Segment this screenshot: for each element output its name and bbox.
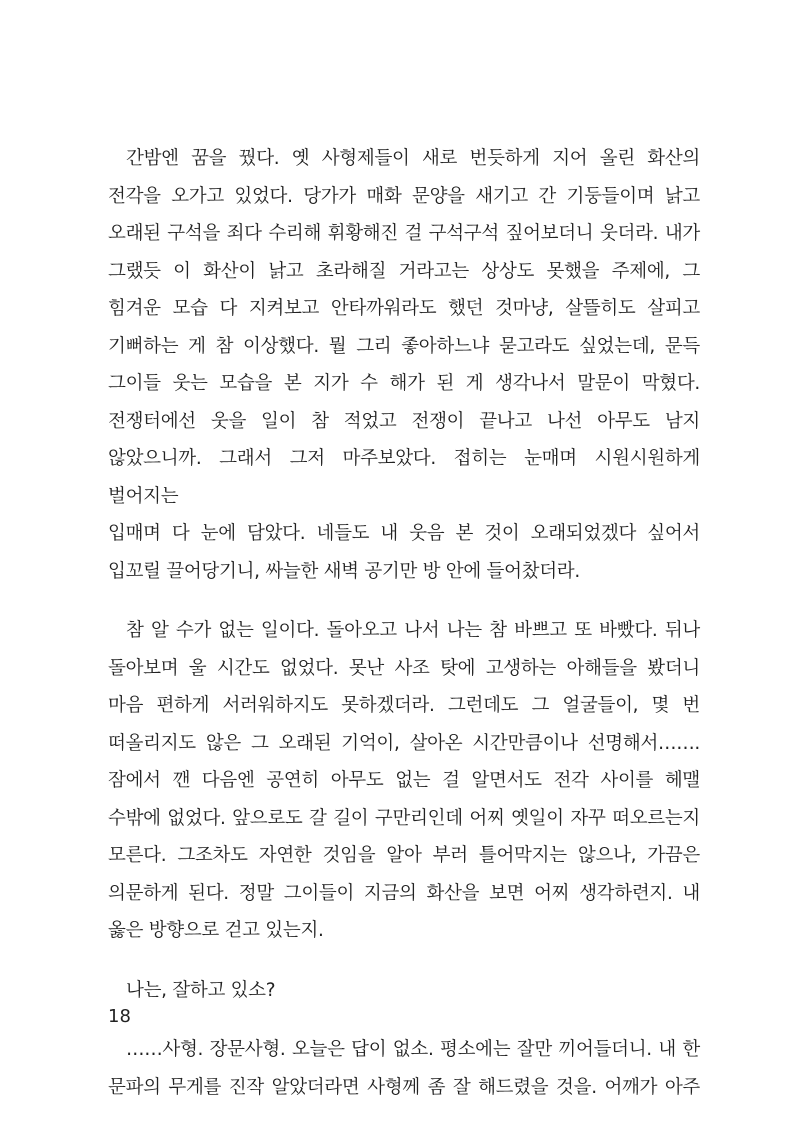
text-line: 참 알 수가 없는 일이다. 돌아오고 나서 나는 참 바쁘고 또 바빴다. 뒤나: [126, 620, 700, 641]
text-line: 입매며 다 눈에 담았다. 네들도 내 웃음 본 것이 오래되었겠다 싶어서: [108, 523, 700, 544]
text-line: 문파의 무게를 진작 알았더라면 사형께 좀 잘 해드렸을 것을. 어깨가 아주: [108, 1076, 700, 1098]
text-line: 마음 편하게 서러워하지도 못하겠더라. 그런데도 그 얼굴들이, 몇 번: [108, 695, 700, 716]
text-line: 힘겨운 모습 다 지켜보고 안타까워라도 했던 것마냥, 살뜰히도 살피고: [108, 298, 700, 319]
text-line: 기뻐하는 게 참 이상했다. 뭘 그리 좋아하느냐 묻고라도 싶었는데, 문득: [108, 335, 700, 357]
page-body: [108, 140, 700, 1106]
text-line: 나는, 잘하고 있소?: [126, 979, 276, 1001]
paragraph-gap: [108, 1009, 700, 1031]
paragraph-3: [108, 972, 700, 1010]
text-line: 수밖에 없었다. 앞으로도 갈 길이 구만리인데 어찌 옛일이 자꾸 떠오르는지: [108, 807, 700, 829]
text-line: 돌아보며 울 시간도 없었다. 못난 사조 탓에 고생하는 아해들을 봤더니: [108, 657, 700, 679]
text-line: 않았으니까. 그래서 그저 마주보았다. 접히는 눈매며 시원시원하게 벌어지는: [108, 448, 700, 507]
paragraph-2: [108, 612, 700, 950]
text-line: 모른다. 그조차도 자연한 것임을 알아 부러 틀어막지는 않으나, 가끔은: [108, 845, 700, 866]
text-line: 떠올리지도 않은 그 오래된 기억이, 살아온 시간만큼이나 선명해서…….: [108, 732, 700, 754]
page-number: 18: [108, 1006, 131, 1027]
paragraph-1: [108, 140, 700, 590]
text-line: 그랬듯 이 화산이 낡고 초라해질 거라고는 상상도 못했을 주제에, 그: [108, 260, 700, 282]
text-line: 잠에서 깬 다음엔 공연히 아무도 없는 걸 알면서도 전각 사이를 헤맬: [108, 770, 700, 791]
paragraph-gap: [108, 950, 700, 972]
paragraph-4: [108, 1031, 700, 1106]
text-line: 입꼬릴 끌어당기니, 싸늘한 새벽 공기만 방 안에 들어찼더라.: [108, 560, 580, 582]
text-line: 전쟁터에선 웃을 일이 참 적었고 전쟁이 끝나고 나선 아무도 남지: [108, 410, 700, 432]
paragraph-gap: [108, 590, 700, 612]
text-line: 옳은 방향으로 걷고 있는지.: [108, 920, 324, 941]
text-line: 의문하게 된다. 정말 그이들이 지금의 화산을 보면 어찌 생각하련지. 내: [108, 882, 700, 904]
text-line: 오래된 구석을 죄다 수리해 휘황해진 걸 구석구석 짚어보더니 웃더라. 내가: [108, 223, 700, 244]
text-line: 간밤엔 꿈을 꿨다. 옛 사형제들이 새로 번듯하게 지어 올린 화산의: [126, 148, 700, 169]
text-line: 전각을 오가고 있었다. 당가가 매화 문양을 새기고 간 기둥들이며 낡고: [108, 185, 700, 207]
text-line: ……사형. 장문사형. 오늘은 답이 없소. 평소에는 잘만 끼어들더니. 내 한: [126, 1039, 700, 1060]
text-line: 그이들 웃는 모습을 본 지가 수 해가 된 게 생각나서 말문이 막혔다.: [108, 373, 700, 394]
